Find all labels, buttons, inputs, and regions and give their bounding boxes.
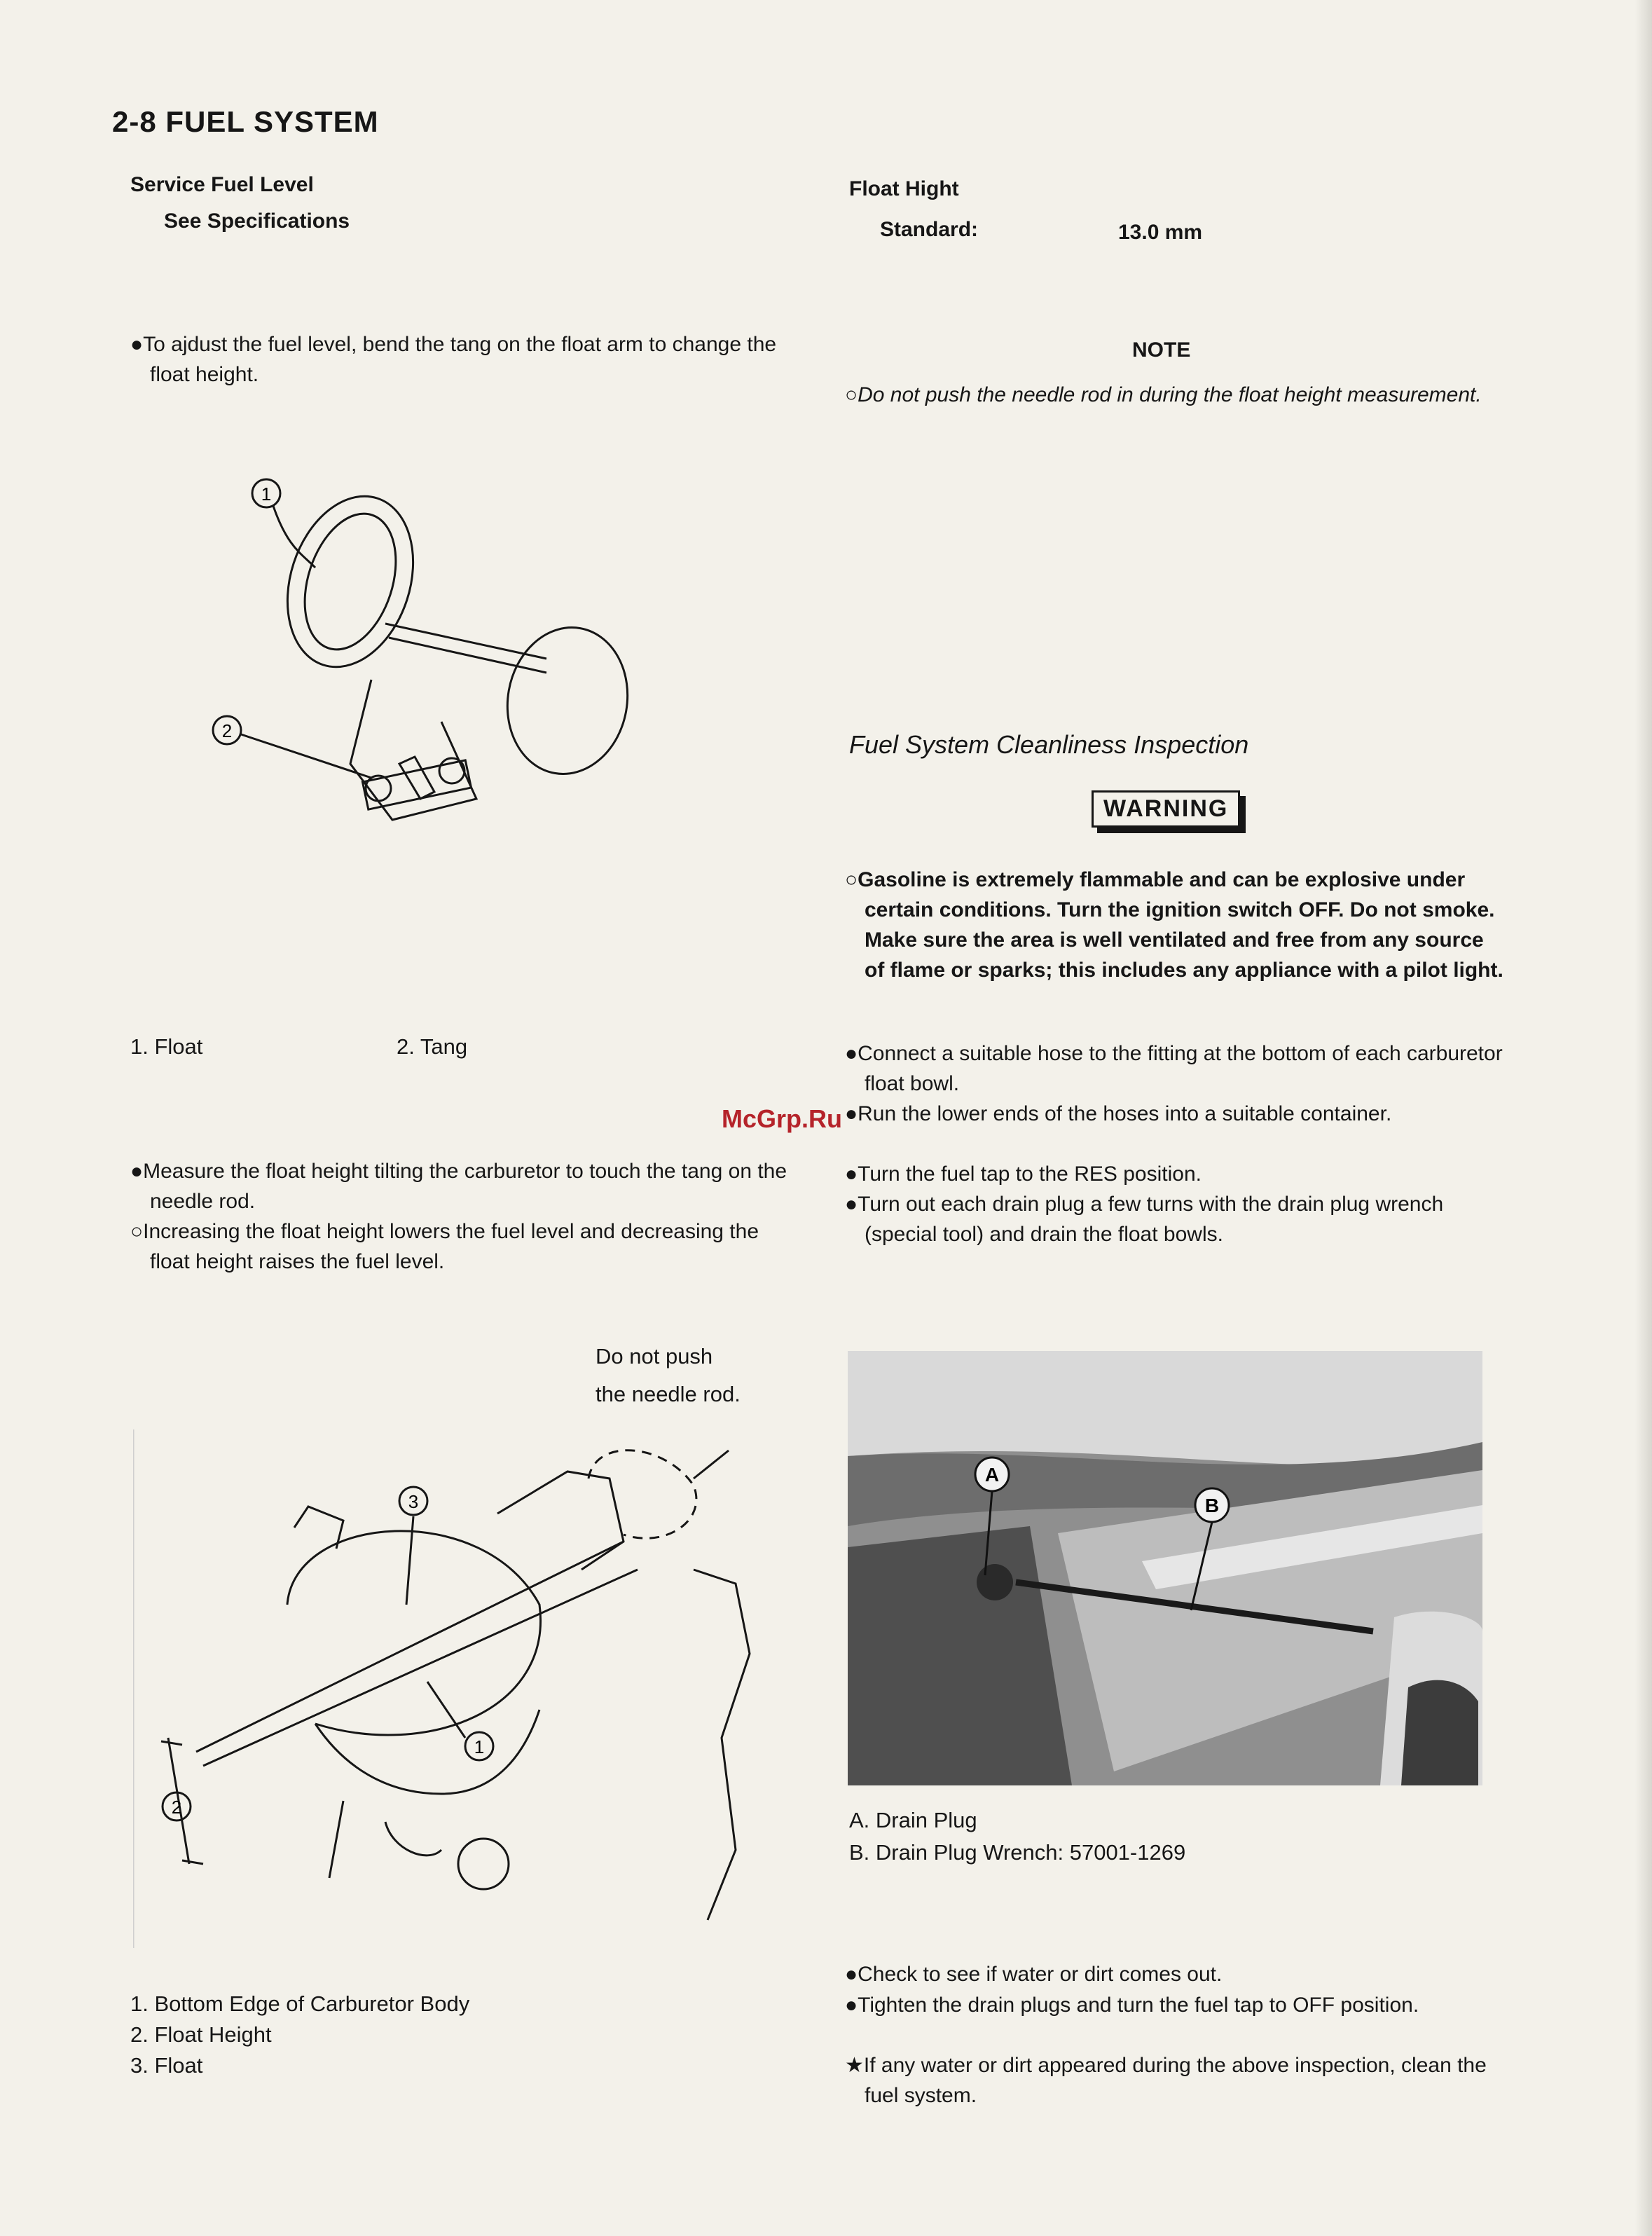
watermark: McGrp.Ru <box>722 1104 843 1133</box>
standard-label: Standard: <box>880 218 979 241</box>
float-arm <box>385 624 546 673</box>
float-tang-diagram <box>210 469 743 890</box>
warning-text: ○Gasoline is extremely flammable and can be explosive under certain conditions. Turn the ignition switch OFF. Do not smoke. Make sure the area is well ventilated and free from any source of flame or sparks; this includes any appliance with a pilot light. <box>845 868 1503 982</box>
fig2-caption-1: 1. Bottom Edge of Carburetor Body <box>130 1991 470 2016</box>
final-step-clean: ★If any water or dirt appeared during the above inspection, clean the fuel system. <box>845 2054 1487 2107</box>
drain-plug-photo <box>848 1351 1482 1785</box>
cleanliness-title: Fuel System Cleanliness Inspection <box>849 730 1249 759</box>
needle-valve <box>497 1472 624 1570</box>
note-heading: NOTE <box>1132 338 1191 362</box>
measure-instruction: ●Measure the float height tilting the carburetor to touch the tang on the needle rod. <box>130 1160 787 1213</box>
frame-outline <box>694 1570 750 1920</box>
carburetor-body <box>287 1531 541 1735</box>
photo-label-b: B <box>1204 1495 1220 1516</box>
height-dimension <box>161 1738 203 1864</box>
float-bowl <box>315 1710 539 1794</box>
service-fuel-level-title: Service Fuel Level <box>130 173 314 196</box>
fig1-caption-float: 1. Float <box>130 1034 203 1059</box>
callout-number-1: 1 <box>261 483 272 505</box>
step-drain-plug: ●Turn out each drain plug a few turns with the drain plug wrench (special tool) and drain the float bowls. <box>845 1193 1444 1246</box>
photo-label-a: A <box>984 1464 1000 1486</box>
step-connect-hose: ●Connect a suitable hose to the fitting at the bottom of each carburetor float bowl. <box>845 1042 1503 1095</box>
callout-leader-3 <box>406 1516 413 1605</box>
page-header: 2-8 FUEL SYSTEM <box>112 105 379 138</box>
callout-number-3: 3 <box>408 1491 419 1512</box>
float-left <box>267 480 434 683</box>
fig2-note-line2: the needle rod. <box>596 1382 741 1406</box>
fig2-note-line1: Do not push <box>596 1344 713 1369</box>
final-step-check: ●Check to see if water or dirt comes out. <box>845 1963 1223 1986</box>
bottom-edge-line <box>196 1542 638 1766</box>
fig2-caption-2: 2. Float Height <box>130 2022 272 2047</box>
page-edge <box>1635 0 1652 2236</box>
standard-value: 13.0 mm <box>1118 221 1203 244</box>
callout-number-2b: 2 <box>171 1797 182 1818</box>
photo-caption-a: A. Drain Plug <box>849 1808 977 1832</box>
float-hight-title: Float Hight <box>849 177 959 200</box>
float-lower <box>329 1801 441 1878</box>
photo-caption-b: B. Drain Plug Wrench: 57001-1269 <box>849 1840 1186 1865</box>
note-text: ○Do not push the needle rod in during the float height measurement. <box>845 383 1482 406</box>
drain-fitting <box>458 1839 509 1889</box>
step-run-hoses: ●Run the lower ends of the hoses into a suitable container. <box>845 1102 1392 1125</box>
fig1-caption-tang: 2. Tang <box>397 1034 468 1059</box>
step-fuel-tap-res: ●Turn the fuel tap to the RES position. <box>845 1162 1202 1186</box>
tang <box>399 757 434 799</box>
fig2-caption-3: 3. Float <box>130 2053 203 2078</box>
callout-leader-1b <box>427 1682 465 1738</box>
carb-cap <box>294 1507 343 1549</box>
final-step-tighten: ●Tighten the drain plugs and turn the fuel tap to OFF position. <box>845 1994 1419 2017</box>
adjust-instruction: ●To ajdust the fuel level, bend the tang on the float arm to change the float height. <box>130 333 777 386</box>
callout-number-2: 2 <box>221 720 233 741</box>
note-leader <box>694 1450 729 1479</box>
dashed-highlight <box>588 1450 696 1539</box>
float-height-diagram <box>133 1429 778 1948</box>
increase-note: ○Increasing the float height lowers the fuel level and decreasing the float height raises the fuel level. <box>130 1220 759 1273</box>
see-specifications: See Specifications <box>164 210 350 233</box>
callout-number-1b: 1 <box>474 1736 485 1757</box>
float-right <box>496 618 639 783</box>
warning-box: WARNING <box>1092 790 1240 828</box>
float-left-inner <box>289 502 412 661</box>
